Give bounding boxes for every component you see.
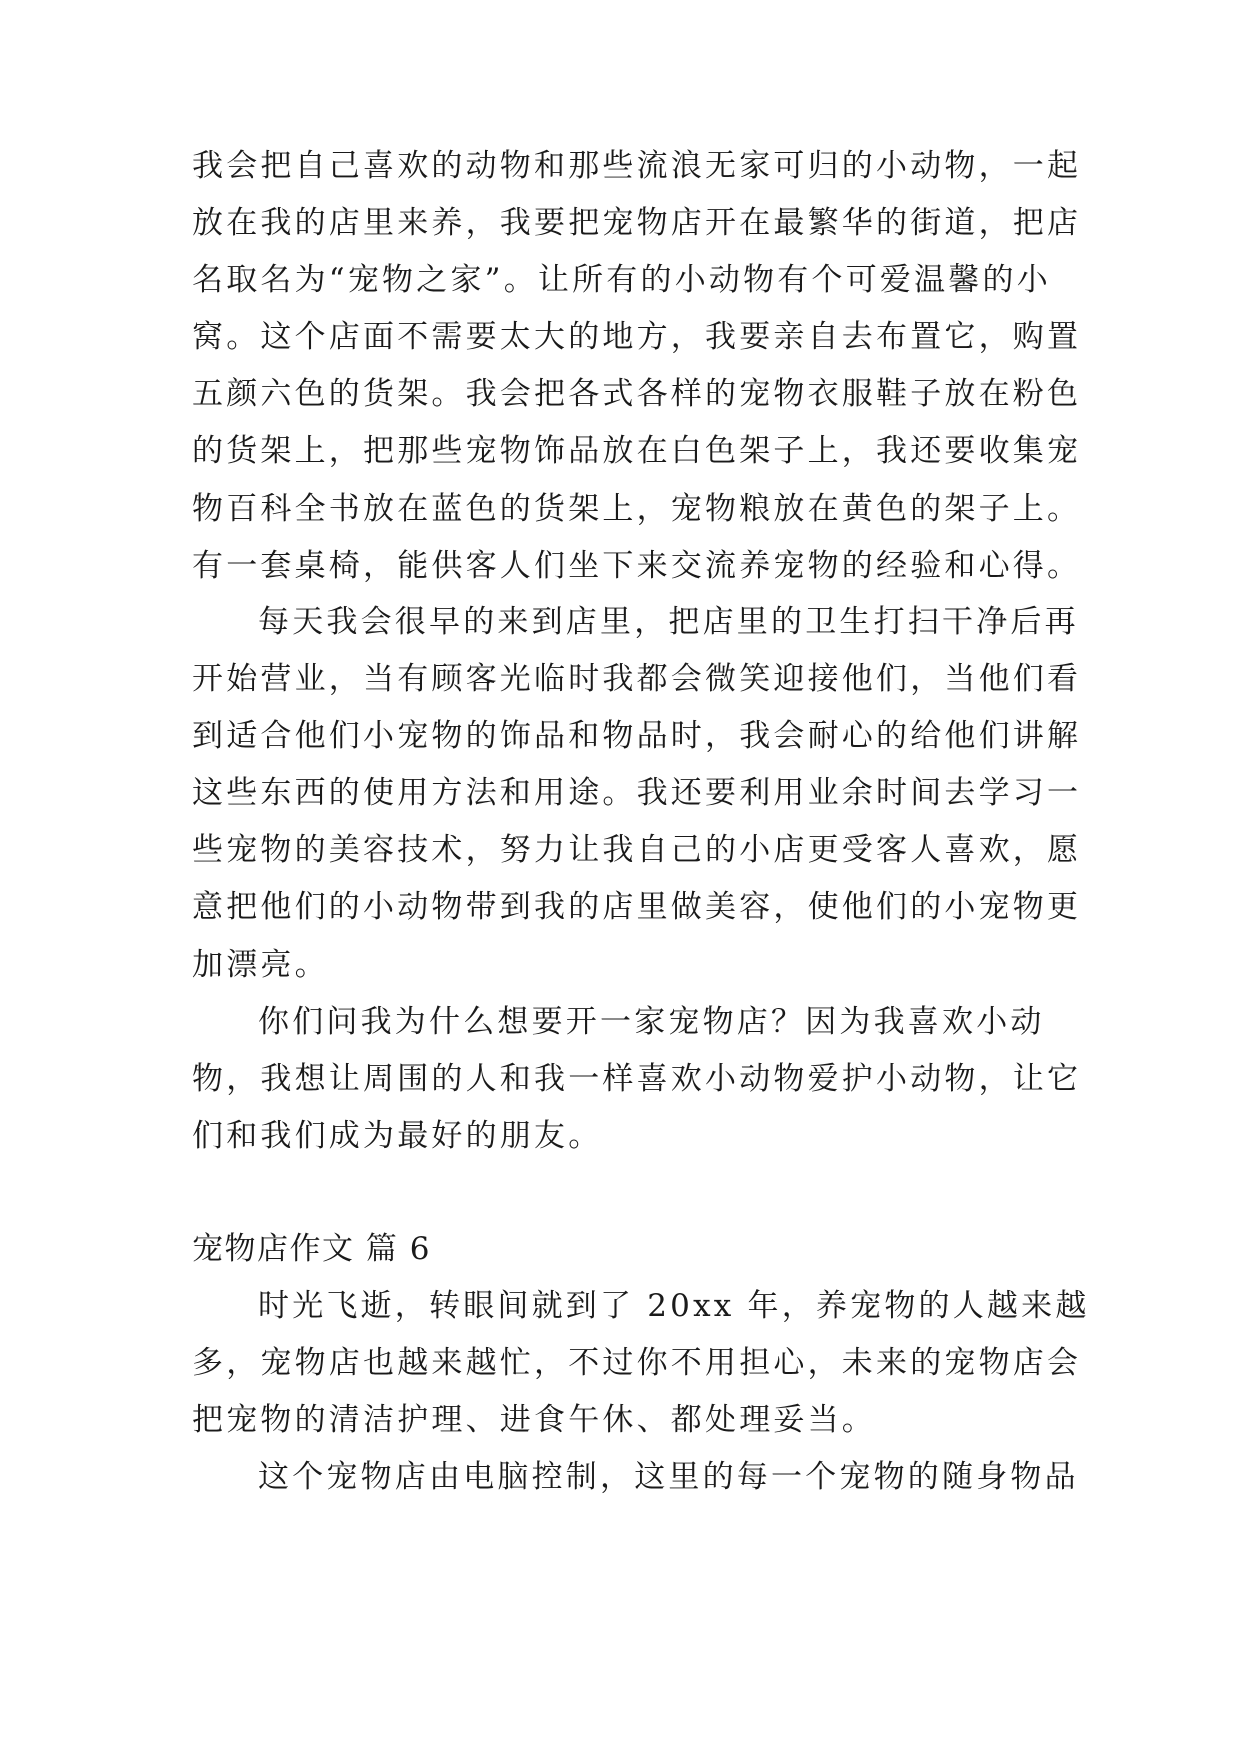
- text-line: 有一套桌椅，能供客人们坐下来交流养宠物的经验和心得。: [192, 548, 1082, 584]
- text-line: 物，我想让周围的人和我一样喜欢小动物爱护小动物，让它: [192, 1061, 1082, 1097]
- text-line: 名取名为“宠物之家”。让所有的小动物有个可爱温馨的小: [192, 262, 1051, 298]
- text-line: 到适合他们小宠物的饰品和物品时，我会耐心的给他们讲解: [192, 718, 1082, 754]
- text-line: 我会把自己喜欢的动物和那些流浪无家可归的小动物，一起: [192, 148, 1082, 184]
- text-line: 加漂亮。: [192, 947, 329, 983]
- text-line: 些宠物的美容技术，努力让我自己的小店更受客人喜欢，愿: [192, 832, 1082, 868]
- paragraph-first-line: 时光飞逝，转眼间就到了 20xx 年，养宠物的人越来越: [258, 1288, 1090, 1324]
- text-line: 五颜六色的货架。我会把各式各样的宠物衣服鞋子放在粉色: [192, 376, 1082, 412]
- paragraph-first-line: 你们问我为什么想要开一家宠物店？因为我喜欢小动: [258, 1004, 1045, 1040]
- text-line: 放在我的店里来养，我要把宠物店开在最繁华的街道，把店: [192, 205, 1082, 241]
- text-line: 把宠物的清洁护理、进食午休、都处理妥当。: [192, 1402, 876, 1438]
- text-line: 开始营业，当有顾客光临时我都会微笑迎接他们，当他们看: [192, 661, 1082, 697]
- text-line: 的货架上，把那些宠物饰品放在白色架子上，我还要收集宠: [192, 433, 1082, 469]
- section-heading: 宠物店作文 篇 6: [192, 1231, 431, 1267]
- text-line: 们和我们成为最好的朋友。: [192, 1118, 603, 1154]
- text-line: 物百科全书放在蓝色的货架上，宠物粮放在黄色的架子上。: [192, 491, 1082, 527]
- text-line: 窝。这个店面不需要太大的地方，我要亲自去布置它，购置: [192, 319, 1082, 355]
- paragraph-first-line: 这个宠物店由电脑控制，这里的每一个宠物的随身物品: [258, 1459, 1079, 1495]
- text-line: 这些东西的使用方法和用途。我还要利用业余时间去学习一: [192, 775, 1082, 811]
- text-line: 意把他们的小动物带到我的店里做美容，使他们的小宠物更: [192, 889, 1082, 925]
- paragraph-first-line: 每天我会很早的来到店里，把店里的卫生打扫干净后再: [258, 604, 1079, 640]
- text-line: 多，宠物店也越来越忙，不过你不用担心，未来的宠物店会: [192, 1345, 1082, 1381]
